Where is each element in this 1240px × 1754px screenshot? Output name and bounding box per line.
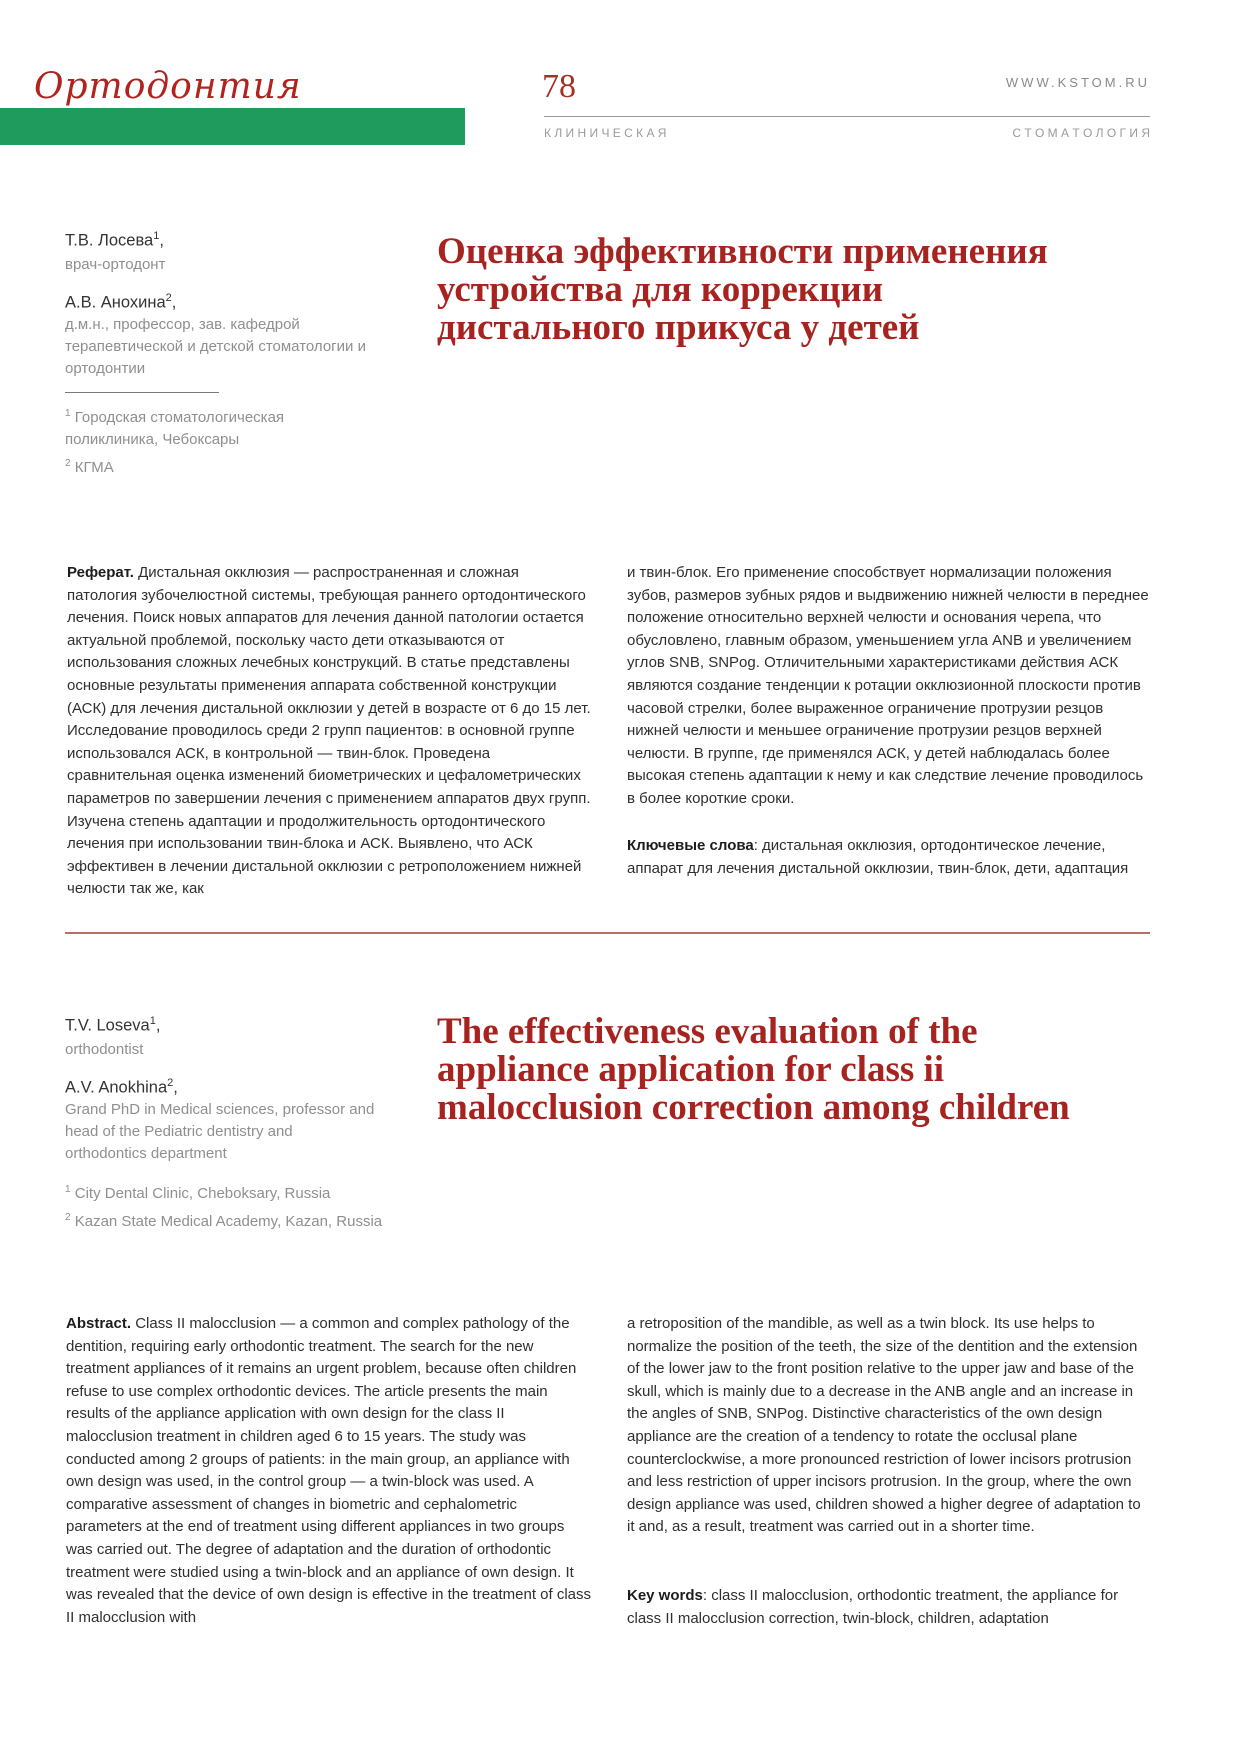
- abstract-en-col2: a retroposition of the mandible, as well as a twin block. Its use helps to normalize the position of the teeth, the size of the dentition and the extension of the lower jaw to the front position relative to the upper jaw and base of the skull, which is mainly due to a decrease in the ANB angle and an increase in the angles of SNB, SNPog. Distinctive characteristics of the own design appliance are the creation of a tendency to rotate the occlusal plane counterclockwise, a more pronounced restriction of lower incisors protrusion and less restriction of upper incisors protrusion. In the group, where the own design appliance was used, children showed a higher degree of adaptation to it and, as a result, treatment was carried out in a shorter time.: [627, 1315, 1141, 1536]
- author-role: orthodontist: [65, 1040, 144, 1058]
- author-role: врач-ортодонт: [65, 255, 166, 273]
- affiliation-rule: [65, 392, 219, 393]
- section-title: Ортодонтия: [34, 66, 302, 107]
- journal-name-word2: С Т О М А Т О Л О Г И Я: [1012, 126, 1150, 140]
- abstract-en-col1: Abstract. Class II malocclusion — a common and complex pathology of the dentition, requiring early orthodontic treatment. The search for the new treatment appliances of it remains an urgent problem, because often children refuse to use complex orthodontic devices. The article presents the main results of the appliance application with own design for the class II malocclusion treatment in children aged 6 to 15 years. The study was conducted among 2 groups of patients: in the main group, an appliance with own design was used, in the control group — a twin-block was used. A comparative assessment of changes in biometric and cephalometric parameters at the end of treatment using different appliances in two groups was carried out. The degree of adaptation and the duration of orthodontic treatment were studied using a twin-block and an appliance of own design. It was revealed that the device of own design is effective in the treatment of class II malocclusion with: [66, 1315, 592, 1626]
- abstract-ru-col2: и твин-блок. Его применение способствует нормализации положения зубов, размеров зубных рядов и выдвижению нижней челюсти в переднее положение относительно верхней челюсти и основания черепа, что обусловлено, главным образом, уменьшением угла ANB и увеличением углов SNB, SNPog. Отличительными характеристиками действия АСК являются создание тенденции к ротации окклюзионной плоскости против часовой стрелки, более выраженное ограничение протрузии резцов нижней челюсти и меньшее ограничение протрузии резцов верхней челюсти. В группе, где применялся АСК, у детей наблюдалась более высокая степень адаптации к нему и как следствие лечение проводилось в более короткие сроки.: [627, 564, 1149, 807]
- journal-name-word1: К Л И Н И Ч Е С К А Я: [544, 126, 667, 140]
- ru-authors: [65, 230, 395, 479]
- journal-name: [544, 126, 1150, 140]
- author-name: T.V. Loseva$^1$,: [65, 1015, 161, 1035]
- author-name: A.V. Anokhina$^2$,: [65, 1076, 178, 1096]
- author-role: Grand PhD in Medical sciences, professor and head of the Pediatric dentistry and orthodontics department: [65, 1101, 375, 1162]
- page-number: 78: [542, 68, 576, 105]
- article-title-en: The effectiveness evaluation of the appliance application for class ii malocclusion correction among children: [437, 1011, 1070, 1128]
- keywords-ru: Ключевые слова: дистальная окклюзия, ортодонтическое лечение, аппарат для лечения дистальной окклюзии, твин-блок, дети, адаптация: [627, 837, 1129, 877]
- site-url: WWW.KSTOM.RU: [1005, 75, 1150, 90]
- author-name: А.В. Анохина$^2$,: [65, 291, 177, 311]
- header-rule: [544, 116, 1150, 117]
- en-authors: [65, 1015, 425, 1233]
- affiliation: $^2$ Kazan State Medical Academy, Kazan, Russia: [65, 1212, 383, 1230]
- keywords-en: Key words: class II malocclusion, orthodontic treatment, the appliance for class II malocclusion correction, twin-block, children, adaptation: [627, 1587, 1119, 1627]
- section-color-bar: [0, 108, 465, 145]
- article-title-ru: Оценка эффективности применения устройства для коррекции дистального прикуса у детей: [437, 231, 1048, 348]
- affiliation: $^2$ КГМА: [65, 458, 114, 476]
- author-role: д.м.н., профессор, зав. кафедрой терапевтической и детской стоматологии и ортодонтии: [65, 316, 366, 377]
- abstract-ru-col1: Реферат. Дистальная окклюзия — распространенная и сложная патология зубочелюстной системы, требующая раннего ортодонтического лечения. Поиск новых аппаратов для лечения данной патологии остается актуальной проблемой, поскольку часто дети отказываются от использования сложных лечебных конструкций. В статье представлены основные результаты применения аппарата собственной конструкции (АСК) для лечения дистальной окклюзии у детей в возрасте от 6 до 15 лет. Исследование проводилось среди 2 групп пациентов: в основной группе использовался АСК, в контрольной — твин-блок. Проведена сравнительная оценка изменений биометрических и цефалометрических параметров по завершении лечения с применением аппаратов двух групп. Изучена степень адаптации и продолжительность ортодонтического лечения при использовании твин-блока и АСК. Выявлено, что АСК эффективен в лечении дистальной окклюзии с ретроположением нижней челюсти так же, как: [67, 564, 591, 898]
- author-name: Т.В. Лосева$^1$,: [65, 230, 164, 250]
- section-divider: [65, 932, 1150, 934]
- affiliation: $^1$ City Dental Clinic, Cheboksary, Russia: [65, 1184, 331, 1202]
- affiliation: $^1$ Городская стоматологическая поликлиника, Чебоксары: [65, 408, 285, 448]
